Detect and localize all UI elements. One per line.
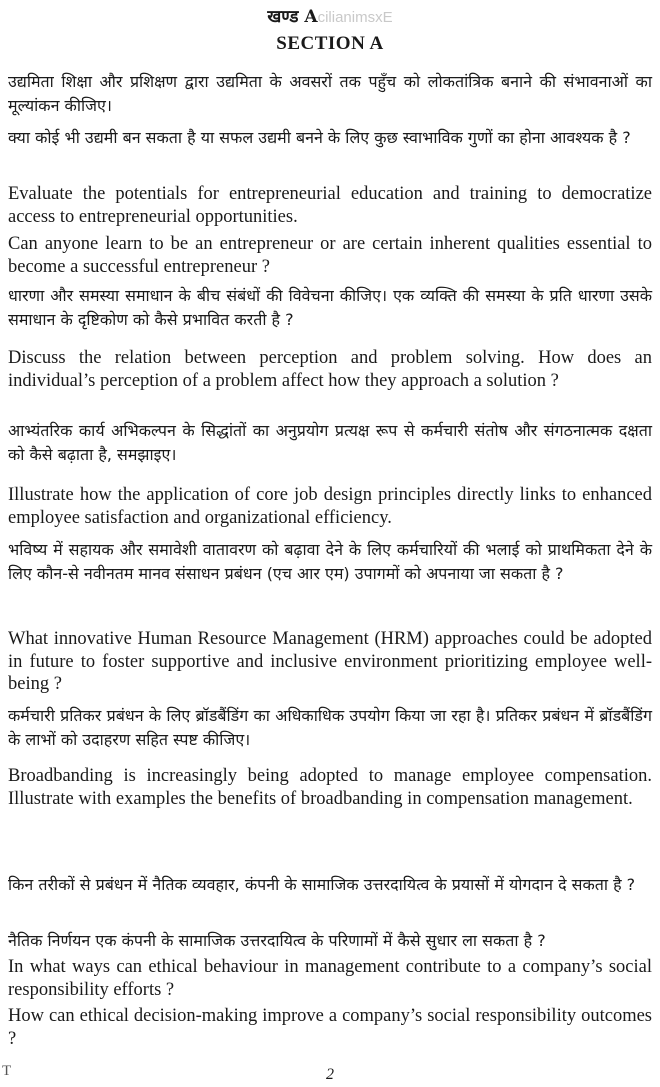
corner-mark: T (2, 1063, 12, 1079)
question-text-hindi: उद्यमिता शिक्षा और प्रशिक्षण द्वारा उद्यमिता के अवसरों तक पहुँच को लोकतांत्रिक बनाने की संभावनाओं का मूल्यांकन कीजिए। (8, 72, 652, 115)
question-text-english: Discuss the relation between perception and problem solving. How does an individual’s perception of a problem affect how they approach a solution ? (8, 348, 652, 391)
question-text-hindi: किन तरीकों से प्रबंधन में नैतिक व्यवहार, कंपनी के सामाजिक उत्तरदायित्व के प्रयासों में योगदान दे सकता है ? (8, 875, 636, 894)
question-text-english: Can anyone learn to be an entrepreneur or are certain inherent qualities essential to become a successful entrepreneur ? (8, 234, 652, 277)
watermark-text: cilianimsxE (317, 9, 393, 26)
question-text-english: Illustrate how the application of core job design principles directly links to enhanced employee satisfaction and organizational efficiency. (8, 485, 652, 528)
question-text-english: Evaluate the potentials for entrepreneurial education and training to democratize access to entrepreneurial opportunities. (8, 184, 652, 227)
section-title: SECTION A (276, 33, 384, 54)
question-text-english: What innovative Human Resource Management (HRM) approaches could be adopted in future to foster supportive and inclusive environment prioritizing employee well-being ? (8, 629, 652, 694)
section-label-hindi: खण्ड A (267, 7, 318, 27)
question-text-english: In what ways can ethical behaviour in management contribute to a company’s social responsibility efforts ? (8, 957, 652, 1000)
question-text-english: Broadbanding is increasingly being adopted to manage employee compensation. Illustrate with examples the benefits of broadbanding in compensation management. (8, 766, 652, 809)
question-text-hindi: भविष्य में सहायक और समावेशी वातावरण को बढ़ावा देने के लिए कर्मचारियों की भलाई को प्राथमिकता देने के लिए कौन-से नवीनतम मानव संसाधन प्रबंधन (एच आर एम) उपागमों को अपनाया जा सकता है ? (8, 540, 652, 583)
question-text-hindi: धारणा और समस्या समाधान के बीच संबंधों की विवेचना कीजिए। एक व्यक्ति की समस्या के प्रति धारणा उसके समाधान के दृष्टिकोण को कैसे प्रभावित करती है ? (8, 286, 652, 329)
question-text-english: How can ethical decision-making improve a company’s social responsibility outcomes ? (8, 1006, 652, 1049)
question-text-hindi: कर्मचारी प्रतिकर प्रबंधन के लिए ब्रॉडबैंडिंग का अधिकाधिक उपयोग किया जा रहा है। प्रतिकर प्रबंधन में ब्रॉडबैंडिंग के लाभों को उदाहरण सहित स्पष्ट कीजिए। (8, 706, 652, 749)
question-text-hindi: नैतिक निर्णयन एक कंपनी के सामाजिक उत्तरदायित्व के परिणामों में कैसे सुधार ला सकता है ? (8, 931, 546, 950)
question-text-hindi: आभ्यंतरिक कार्य अभिकल्पन के सिद्धांतों का अनुप्रयोग प्रत्यक्ष रूप से कर्मचारी संतोष और संगठनात्मक दक्षता को कैसे बढ़ाता है, समझाइए। (8, 421, 652, 464)
question-text-hindi: क्या कोई भी उद्यमी बन सकता है या सफल उद्यमी बनने के लिए कुछ स्वाभाविक गुणों का होना आवश्यक है ? (8, 128, 631, 147)
section-header (0, 4, 660, 27)
page-number: 2 (326, 1066, 334, 1083)
